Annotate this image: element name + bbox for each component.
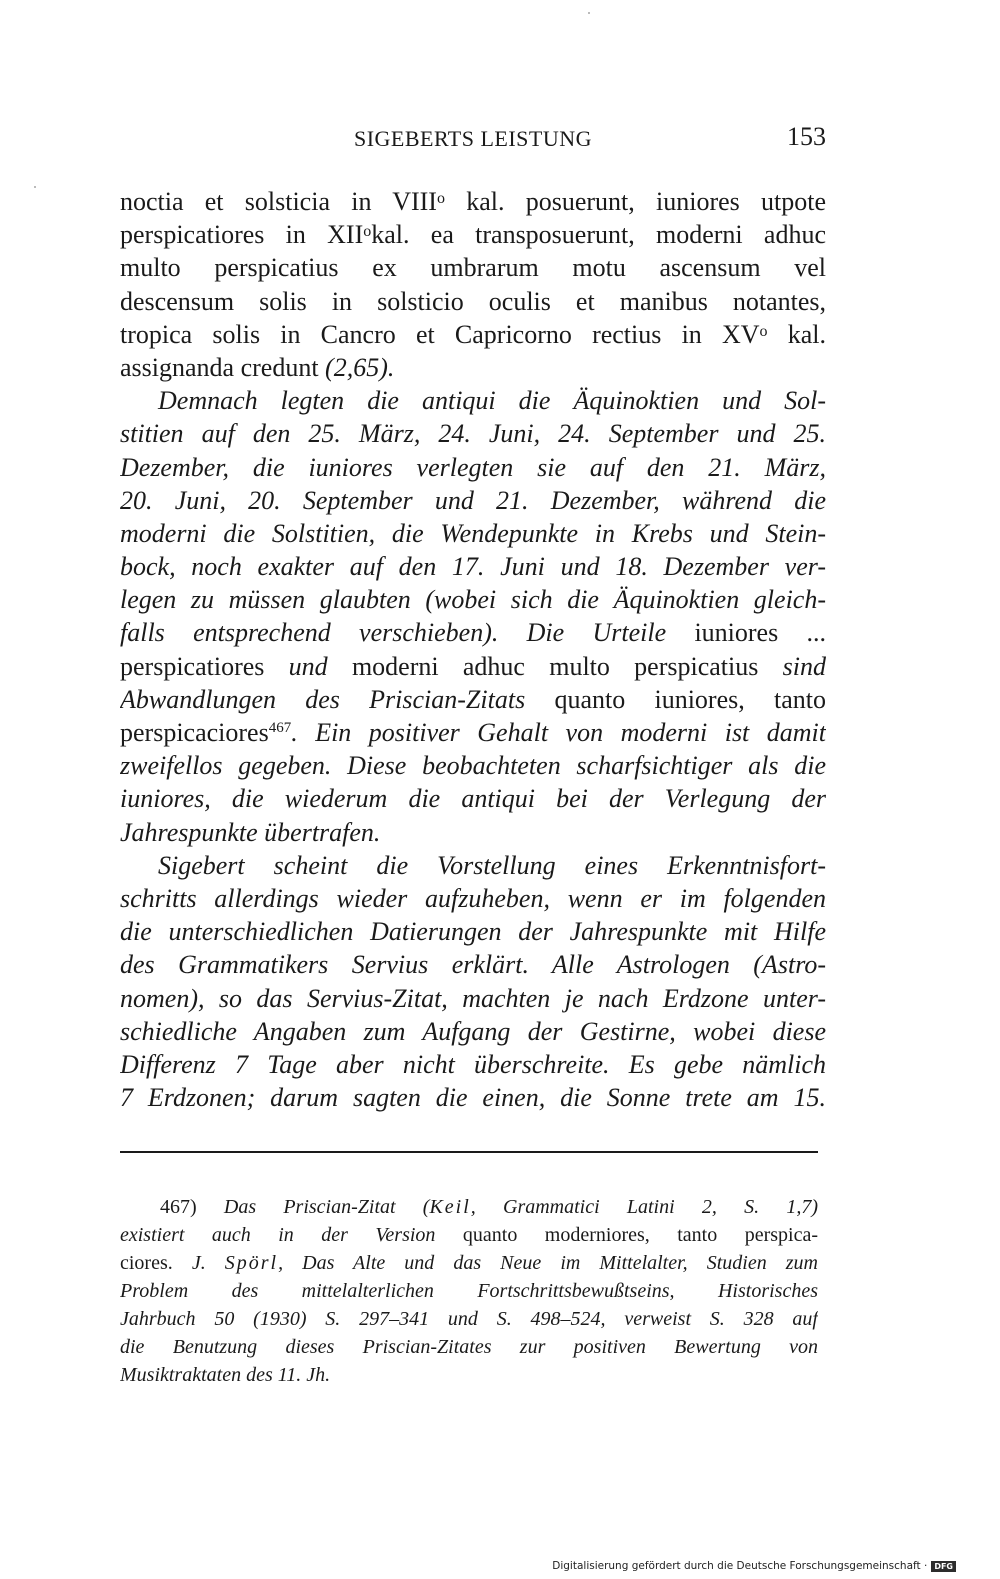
- text-line: assignanda credunt (2,65).: [120, 352, 395, 382]
- footnote-line: die Benutzung dieses Priscian-Zitates zur positiven Bewertung von: [120, 1336, 818, 1358]
- footnote-line: Musiktraktaten des 11. Jh.: [120, 1364, 331, 1386]
- credit-text: Digitalisierung gefördert durch die Deutsche Forschungsgemeinschaft ·: [552, 1560, 928, 1572]
- text-line: 7 Erdzonen; darum sagten die einen, die Sonne trete am 15.: [120, 1083, 826, 1113]
- text-line: falls entsprechend verschieben). Die Urteile iuniores ...: [120, 618, 826, 648]
- text-line: Jahrespunkte übertrafen.: [120, 817, 381, 847]
- digitization-credit: [552, 1560, 956, 1572]
- text-line: des Grammatikers Servius erklärt. Alle Astrologen (Astro-: [120, 950, 826, 980]
- footnote-line: existiert auch in der Version quanto moderniores, tanto perspica-: [120, 1224, 818, 1246]
- footnote-467: [120, 1193, 818, 1389]
- text-line: Dezember, die iuniores verlegten sie auf den 21. März,: [120, 452, 826, 482]
- page-number: 153: [787, 122, 826, 151]
- scan-speck: [588, 12, 590, 14]
- text-line: perspicatiores und moderni adhuc multo perspicatius sind: [120, 651, 826, 681]
- footnote-ref: 467: [268, 720, 292, 736]
- text-line: perspicaciores$^{467}$. Ein positiver Gehalt von moderni ist damit: [120, 718, 826, 747]
- text-line: noctia et solsticia in VIII$^o$ kal. posuerunt, iuniores utpote: [120, 187, 826, 216]
- page-header: [120, 122, 826, 154]
- text-line: Differenz 7 Tage aber nicht überschreite. Es gebe nämlich: [120, 1049, 826, 1079]
- text-line: Abwandlungen des Priscian-Zitats quanto iuniores, tanto: [120, 684, 826, 714]
- dfg-logo: DFG: [931, 1561, 956, 1572]
- text-line: stitien auf den 25. März, 24. Juni, 24. September und 25.: [120, 419, 826, 449]
- text-line: 20. Juni, 20. September und 21. Dezember, während die: [120, 485, 826, 515]
- text-line: iuniores, die wiederum die antiqui bei der Verlegung der: [120, 784, 826, 814]
- text-line: bock, noch exakter auf den 17. Juni und 18. Dezember ver-: [120, 552, 826, 582]
- footnote-line: Problem des mittelalterlichen Fortschrittsbewußtseins, Historisches: [120, 1280, 818, 1302]
- text-line: perspicatiores in XII$^o$kal. ea transposuerunt, moderni adhuc: [120, 220, 826, 250]
- text-line: schiedliche Angaben zum Aufgang der Gestirne, wobei diese: [120, 1016, 826, 1046]
- running-head: SIGEBERTS LEISTUNG: [353, 126, 593, 151]
- text-line: tropica solis in Cancro et Capricorno rectius in $XV^o$ kal.: [120, 319, 826, 349]
- footnote-line: ciores. J. Spörl, Das Alte und das Neue im Mittelalter, Studien zum: [120, 1252, 818, 1274]
- text-line: Sigebert scheint die Vorstellung eines Erkenntnisfort-: [158, 850, 826, 880]
- scan-speck: [34, 186, 36, 188]
- text-line: descensum solis in solsticio oculis et manibus notantes,: [120, 286, 826, 316]
- main-text: [120, 185, 826, 1114]
- text-line: schritts allerdings wieder aufzuheben, wenn er im folgenden: [120, 883, 826, 913]
- text-line: multo perspicatius ex umbrarum motu ascensum vel: [120, 253, 826, 283]
- text-line: legen zu müssen glaubten (wobei sich die Äquinoktien gleich-: [120, 585, 826, 615]
- footnote-divider: [120, 1151, 818, 1153]
- text-line: die unterschiedlichen Datierungen der Jahrespunkte mit Hilfe: [120, 917, 826, 947]
- footnote-line: 467) Das Priscian-Zitat (Keil, Grammatici Latini 2, S. 1,7): [160, 1196, 818, 1218]
- text-line: Demnach legten die antiqui die Äquinoktien und Sol-: [158, 386, 826, 416]
- text-line: moderni die Solstitien, die Wendepunkte in Krebs und Stein-: [120, 518, 826, 548]
- text-line: nomen), so das Servius-Zitat, machten je nach Erdzone unter-: [120, 983, 826, 1013]
- text-line: zweifellos gegeben. Diese beobachteten scharfsichtiger als die: [120, 751, 826, 781]
- footnote-line: Jahrbuch 50 (1930) S. 297–341 und S. 498–524, verweist S. 328 auf: [120, 1308, 818, 1330]
